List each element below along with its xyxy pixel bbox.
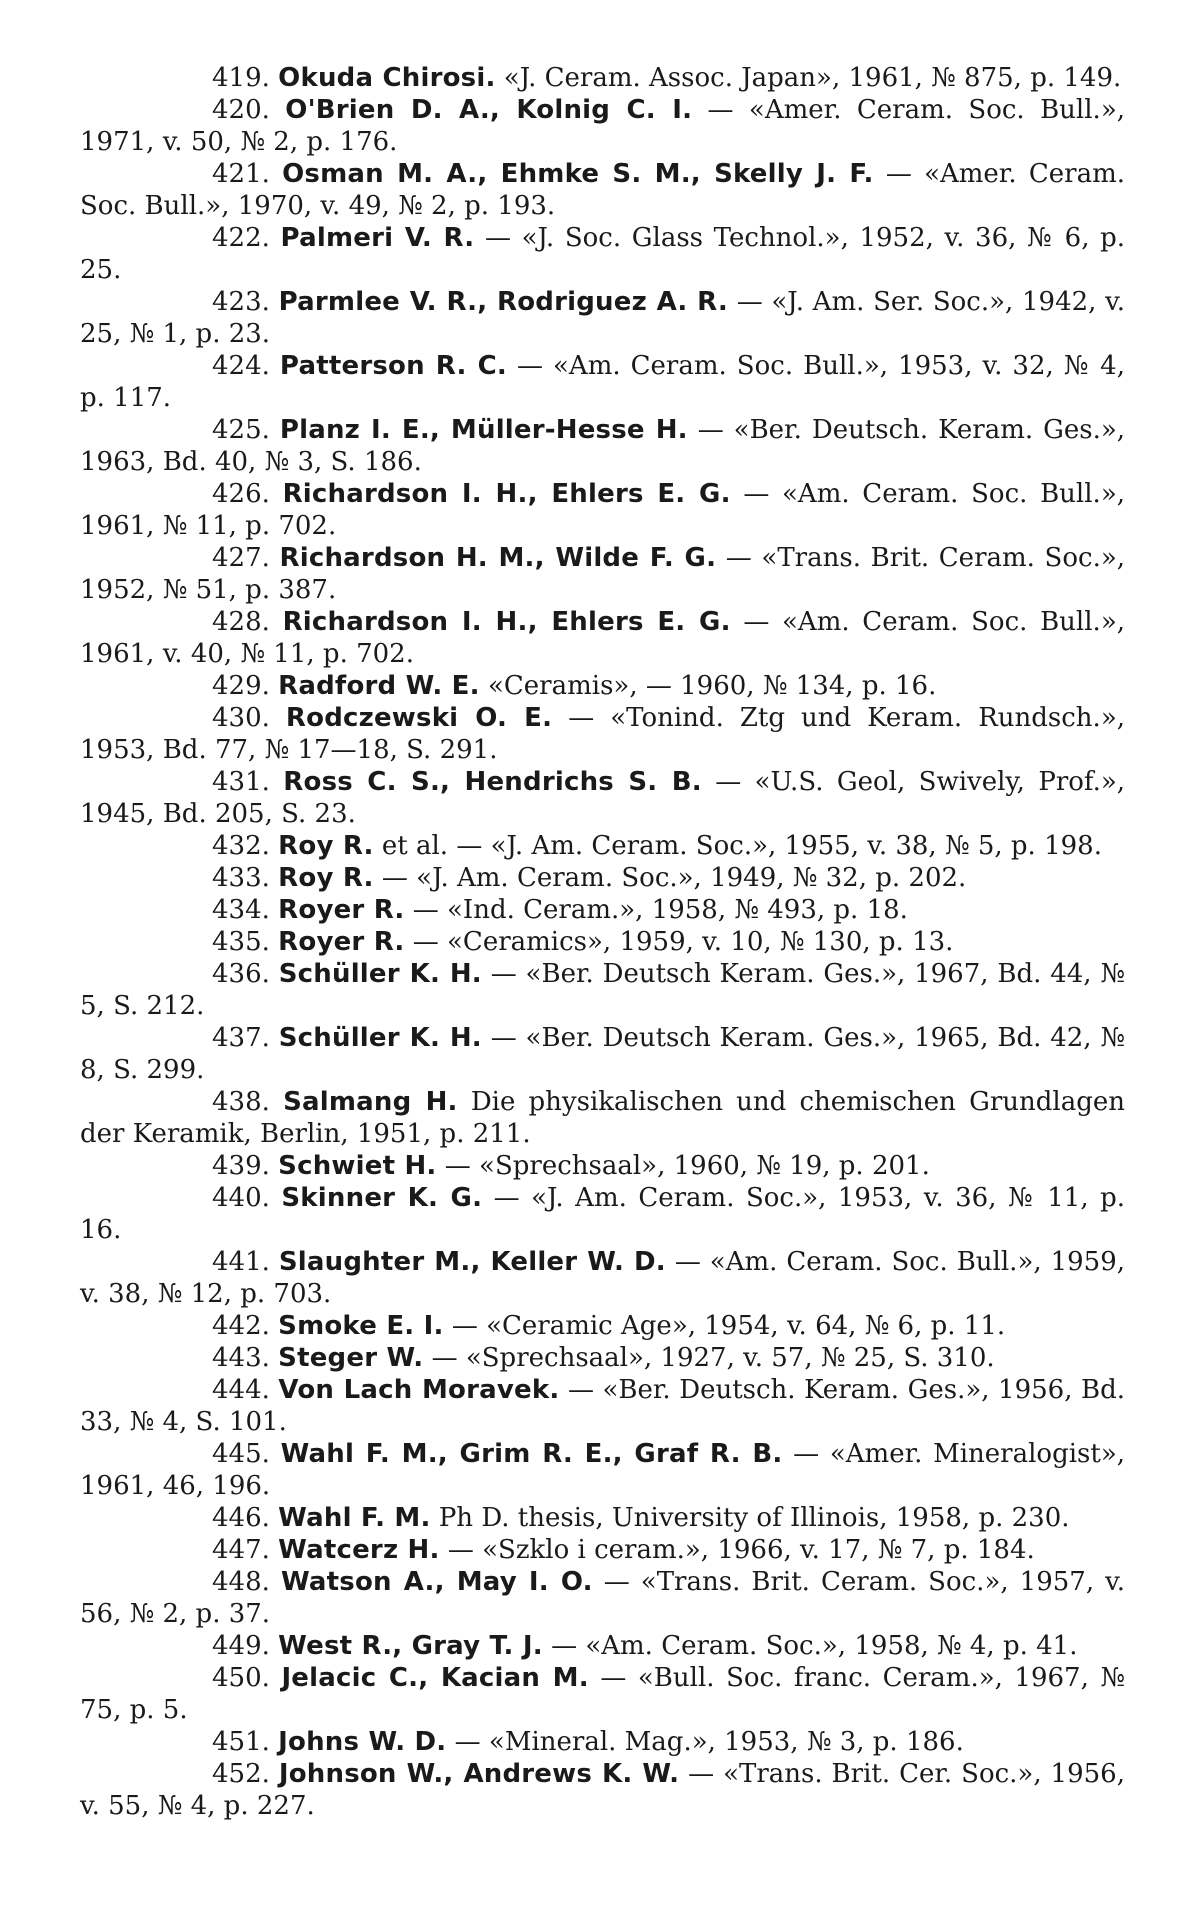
reference-authors: Jelacic C., Kacian M. (281, 1663, 589, 1693)
reference-authors: Schüller K. H. (278, 959, 482, 989)
reference-number: 450. (212, 1663, 270, 1693)
reference-entry (80, 702, 1125, 766)
reference-authors: Palmeri V. R. (280, 223, 475, 253)
reference-authors: Wahl F. M., Grim R. E., Graf R. B. (280, 1439, 783, 1469)
reference-entry (80, 1662, 1125, 1726)
reference-authors: Osman M. A., Ehmke S. M., Skelly J. F. (282, 159, 874, 189)
reference-source: — «Ceramic Age», 1954, v. 64, № 6, p. 11. (451, 1311, 1006, 1341)
reference-authors: Roy R. (278, 863, 374, 893)
reference-authors: Royer R. (278, 927, 405, 957)
reference-entry (80, 1342, 1125, 1374)
reference-authors: Parmlee V. R., Rodriguez A. R. (278, 287, 728, 317)
reference-source: — «Amer. Ceram. Soc. Bull.», 1971, v. 50, № 2, p. 176. (80, 95, 1125, 157)
reference-source: — «Am. Ceram. Soc. Bull.», 1961, № 11, p. 702. (80, 479, 1125, 541)
reference-number: 444. (212, 1375, 270, 1405)
reference-number: 431. (212, 767, 270, 797)
reference-entry (80, 1630, 1125, 1662)
reference-entry (80, 1086, 1125, 1150)
reference-entry (80, 62, 1125, 94)
reference-authors: Patterson R. C. (279, 351, 507, 381)
reference-authors: Steger W. (278, 1343, 424, 1373)
reference-authors: Johns W. D. (278, 1727, 447, 1757)
reference-source: — «Ber. Deutsch Keram. Ges.», 1965, Bd. 42, № 8, S. 299. (80, 1023, 1125, 1085)
reference-authors: Salmang H. (283, 1087, 458, 1117)
reference-entry (80, 478, 1125, 542)
reference-authors: Smoke E. I. (278, 1311, 444, 1341)
reference-source: — «Am. Ceram. Soc. Bull.», 1953, v. 32, № 4, p. 117. (80, 351, 1125, 413)
reference-source: — «Trans. Brit. Cer. Soc.», 1956, v. 55, № 4, p. 227. (80, 1759, 1125, 1821)
reference-number: 443. (212, 1343, 270, 1373)
reference-entry (80, 286, 1125, 350)
reference-source: — «Tonind. Ztg und Keram. Rundsch.», 1953, Bd. 77, № 17—18, S. 291. (80, 703, 1125, 765)
reference-source: — «Amer. Mineralogist», 1961, 46, 196. (80, 1439, 1125, 1501)
reference-number: 434. (212, 895, 270, 925)
reference-authors: Johnson W., Andrews K. W. (278, 1759, 680, 1789)
reference-source: — «Szklo i ceram.», 1966, v. 17, № 7, p. 184. (447, 1535, 1035, 1565)
reference-number: 451. (212, 1727, 270, 1757)
reference-number: 449. (212, 1631, 270, 1661)
reference-number: 435. (212, 927, 270, 957)
reference-authors: Watson A., May I. O. (280, 1567, 593, 1597)
reference-authors: Slaughter M., Keller W. D. (278, 1247, 666, 1277)
reference-entry (80, 350, 1125, 414)
reference-source: et al. — «J. Am. Ceram. Soc.», 1955, v. 38, № 5, p. 198. (381, 831, 1102, 861)
reference-source: — «Trans. Brit. Ceram. Soc.», 1957, v. 56, № 2, p. 37. (80, 1567, 1126, 1629)
reference-source: — «J. Am. Ceram. Soc.», 1953, v. 36, № 11, p. 16. (80, 1183, 1125, 1245)
reference-entry (80, 894, 1125, 926)
reference-source: — «Sprechsaal», 1927, v. 57, № 25, S. 310. (431, 1343, 995, 1373)
reference-authors: Okuda Chirosi. (278, 63, 496, 93)
reference-authors: Royer R. (278, 895, 405, 925)
reference-authors: Schwiet H. (278, 1151, 437, 1181)
reference-source: «J. Ceram. Assoc. Japan», 1961, № 875, p. 149. (503, 63, 1122, 93)
reference-number: 433. (212, 863, 270, 893)
reference-number: 429. (212, 671, 270, 701)
reference-number: 422. (212, 223, 270, 253)
reference-number: 426. (212, 479, 270, 509)
reference-authors: Skinner K. G. (281, 1183, 483, 1213)
reference-entry (80, 1022, 1125, 1086)
reference-number: 420. (212, 95, 270, 125)
reference-entry (80, 1246, 1125, 1310)
reference-authors: Richardson H. M., Wilde F. G. (279, 543, 717, 573)
reference-number: 432. (212, 831, 270, 861)
reference-entry (80, 1534, 1125, 1566)
reference-entry (80, 1182, 1125, 1246)
reference-number: 424. (212, 351, 270, 381)
reference-source: «Ceramis», — 1960, № 134, p. 16. (487, 671, 937, 701)
reference-number: 440. (212, 1183, 270, 1213)
reference-number: 446. (212, 1503, 270, 1533)
reference-number: 430. (212, 703, 270, 733)
reference-authors: Schüller K. H. (278, 1023, 482, 1053)
reference-number: 438. (212, 1087, 270, 1117)
reference-list (80, 62, 1125, 1822)
reference-source: — «Am. Ceram. Soc.», 1958, № 4, p. 41. (551, 1631, 1078, 1661)
reference-source: — «Am. Ceram. Soc. Bull.», 1961, v. 40, № 11, p. 702. (80, 607, 1125, 669)
reference-authors: Richardson I. H., Ehlers E. G. (282, 479, 731, 509)
reference-source: — «Ber. Deutsch. Keram. Ges.», 1963, Bd. 40, № 3, S. 186. (80, 415, 1126, 477)
reference-entry (80, 606, 1125, 670)
reference-source: — «Bull. Soc. franc. Ceram.», 1967, № 75, p. 5. (80, 1663, 1126, 1725)
reference-entry (80, 958, 1125, 1022)
reference-source: — «J. Soc. Glass Technol.», 1952, v. 36, № 6, p. 25. (80, 223, 1126, 285)
reference-number: 419. (212, 63, 270, 93)
reference-entry (80, 1726, 1125, 1758)
reference-source: — «J. Am. Ceram. Soc.», 1949, № 32, p. 202. (381, 863, 967, 893)
reference-entry (80, 1150, 1125, 1182)
reference-entry (80, 1758, 1125, 1822)
reference-authors: Radford W. E. (278, 671, 480, 701)
reference-authors: Von Lach Moravek. (278, 1375, 560, 1405)
reference-authors: Roy R. (278, 831, 374, 861)
reference-number: 423. (212, 287, 270, 317)
reference-source: — «Ind. Ceram.», 1958, № 493, p. 18. (412, 895, 908, 925)
reference-entry (80, 1310, 1125, 1342)
reference-authors: Richardson I. H., Ehlers E. G. (282, 607, 731, 637)
reference-number: 437. (212, 1023, 270, 1053)
reference-number: 448. (212, 1567, 270, 1597)
reference-entry (80, 414, 1125, 478)
reference-number: 425. (212, 415, 270, 445)
reference-authors: Wahl F. M. (278, 1503, 431, 1533)
reference-source: — «Ber. Deutsch Keram. Ges.», 1967, Bd. 44, № 5, S. 212. (80, 959, 1125, 1021)
reference-entry (80, 1438, 1125, 1502)
reference-entry (80, 862, 1125, 894)
reference-authors: Watcerz H. (278, 1535, 440, 1565)
reference-source: Die physikalischen und chemischen Grundlagen der Keramik, Berlin, 1951, p. 211. (80, 1087, 1125, 1149)
reference-entry (80, 1502, 1125, 1534)
reference-number: 436. (212, 959, 270, 989)
reference-number: 447. (212, 1535, 270, 1565)
reference-source: — «U.S. Geol, Swively, Prof.», 1945, Bd. 205, S. 23. (80, 767, 1126, 829)
reference-entry (80, 830, 1125, 862)
reference-source: — «Amer. Ceram. Soc. Bull.», 1970, v. 49, № 2, p. 193. (80, 159, 1125, 221)
reference-number: 427. (212, 543, 270, 573)
reference-authors: O'Brien D. A., Kolnig C. I. (285, 95, 693, 125)
reference-number: 442. (212, 1311, 270, 1341)
reference-source: — «Ceramics», 1959, v. 10, № 130, p. 13. (412, 927, 954, 957)
reference-number: 445. (212, 1439, 270, 1469)
reference-number: 439. (212, 1151, 270, 1181)
reference-source: — «J. Am. Ser. Soc.», 1942, v. 25, № 1, p. 23. (80, 287, 1126, 349)
reference-entry (80, 1566, 1125, 1630)
reference-number: 428. (212, 607, 270, 637)
reference-authors: West R., Gray T. J. (278, 1631, 543, 1661)
reference-authors: Ross C. S., Hendrichs S. B. (283, 767, 702, 797)
reference-entry (80, 670, 1125, 702)
reference-entry (80, 926, 1125, 958)
reference-source: — «Mineral. Mag.», 1953, № 3, p. 186. (454, 1727, 964, 1757)
reference-entry (80, 94, 1125, 158)
reference-authors: Rodczewski O. E. (285, 703, 553, 733)
reference-entry (80, 542, 1125, 606)
reference-source: — «Ber. Deutsch. Keram. Ges.», 1956, Bd. 33, № 4, S. 101. (80, 1375, 1126, 1437)
reference-source: — «Sprechsaal», 1960, № 19, p. 201. (444, 1151, 930, 1181)
reference-source: — «Am. Ceram. Soc. Bull.», 1959, v. 38, № 12, p. 703. (80, 1247, 1126, 1309)
reference-number: 441. (212, 1247, 270, 1277)
reference-entry (80, 222, 1125, 286)
reference-number: 421. (212, 159, 270, 189)
reference-number: 452. (212, 1759, 270, 1789)
reference-entry (80, 158, 1125, 222)
reference-entry (80, 766, 1125, 830)
reference-source: — «Trans. Brit. Ceram. Soc.», 1952, № 51, p. 387. (80, 543, 1126, 605)
reference-entry (80, 1374, 1125, 1438)
reference-source: Ph D. thesis, University of Illinois, 1958, p. 230. (438, 1503, 1070, 1533)
reference-authors: Planz I. E., Müller-Hesse H. (279, 415, 688, 445)
